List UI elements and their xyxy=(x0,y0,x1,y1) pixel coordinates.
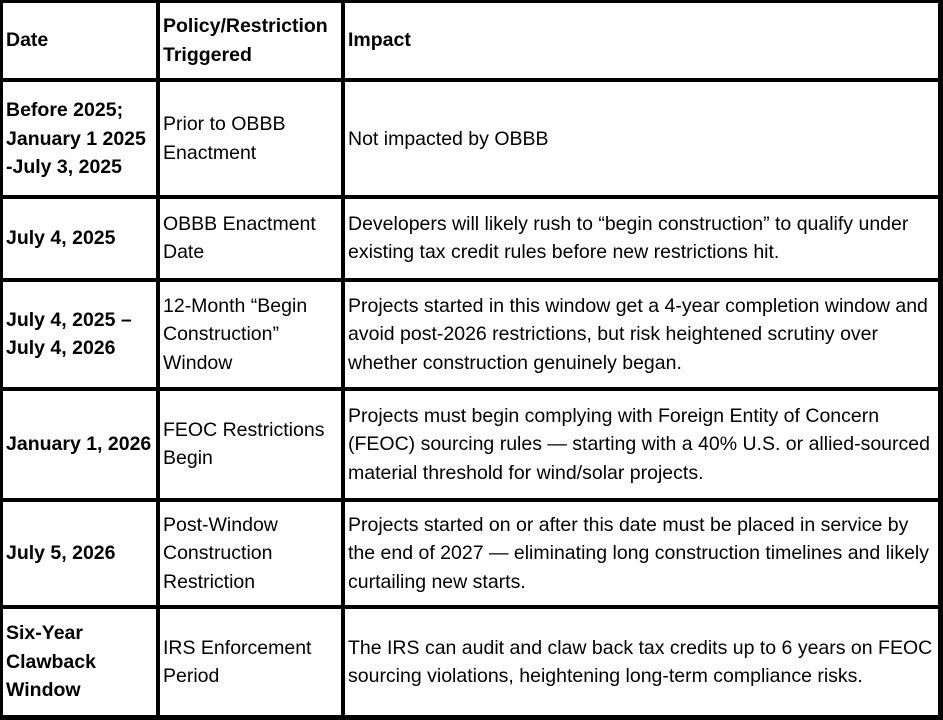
table-row xyxy=(3,609,938,715)
cell-date: Six-Year Clawback Window xyxy=(3,609,156,715)
header-impact: Impact xyxy=(345,3,938,78)
cell-impact: Not impacted by OBBB xyxy=(345,82,938,195)
cell-policy: Post-Window Construction Restriction xyxy=(160,502,341,606)
table-row xyxy=(3,391,938,498)
header-policy: Policy/Restriction Triggered xyxy=(160,3,341,78)
cell-date: July 5, 2026 xyxy=(3,502,156,606)
cell-policy: FEOC Restrictions Begin xyxy=(160,391,341,498)
cell-impact: Projects started on or after this date must be placed in service by the end of 2027 — eliminating long construction timelines and likely curtailing new starts. xyxy=(345,502,938,606)
table-row xyxy=(3,199,938,277)
cell-date: Before 2025; January 1 2025 -July 3, 2025 xyxy=(3,82,156,195)
cell-policy: IRS Enforcement Period xyxy=(160,609,341,715)
cell-impact: Developers will likely rush to “begin construction” to qualify under existing tax credit rules before new restrictions hit. xyxy=(345,199,938,277)
cell-policy: Prior to OBBB Enactment xyxy=(160,82,341,195)
table-row xyxy=(3,282,938,388)
table-row xyxy=(3,502,938,606)
cell-impact: Projects must begin complying with Foreign Entity of Concern (FEOC) sourcing rules — starting with a 40% U.S. or allied-sourced material threshold for wind/solar projects. xyxy=(345,391,938,498)
cell-policy: OBBB Enactment Date xyxy=(160,199,341,277)
table-header-row xyxy=(3,3,938,78)
cell-date: July 4, 2025 – July 4, 2026 xyxy=(3,282,156,388)
cell-impact: The IRS can audit and claw back tax credits up to 6 years on FEOC sourcing violations, heightening long-term compliance risks. xyxy=(345,609,938,715)
cell-date: July 4, 2025 xyxy=(3,199,156,277)
cell-impact: Projects started in this window get a 4-year completion window and avoid post-2026 restrictions, but risk heightened scrutiny over whether construction genuinely began. xyxy=(345,282,938,388)
header-date: Date xyxy=(3,3,156,78)
table-row xyxy=(3,82,938,195)
cell-policy: 12-Month “Begin Construction” Window xyxy=(160,282,341,388)
cell-date: January 1, 2026 xyxy=(3,391,156,498)
